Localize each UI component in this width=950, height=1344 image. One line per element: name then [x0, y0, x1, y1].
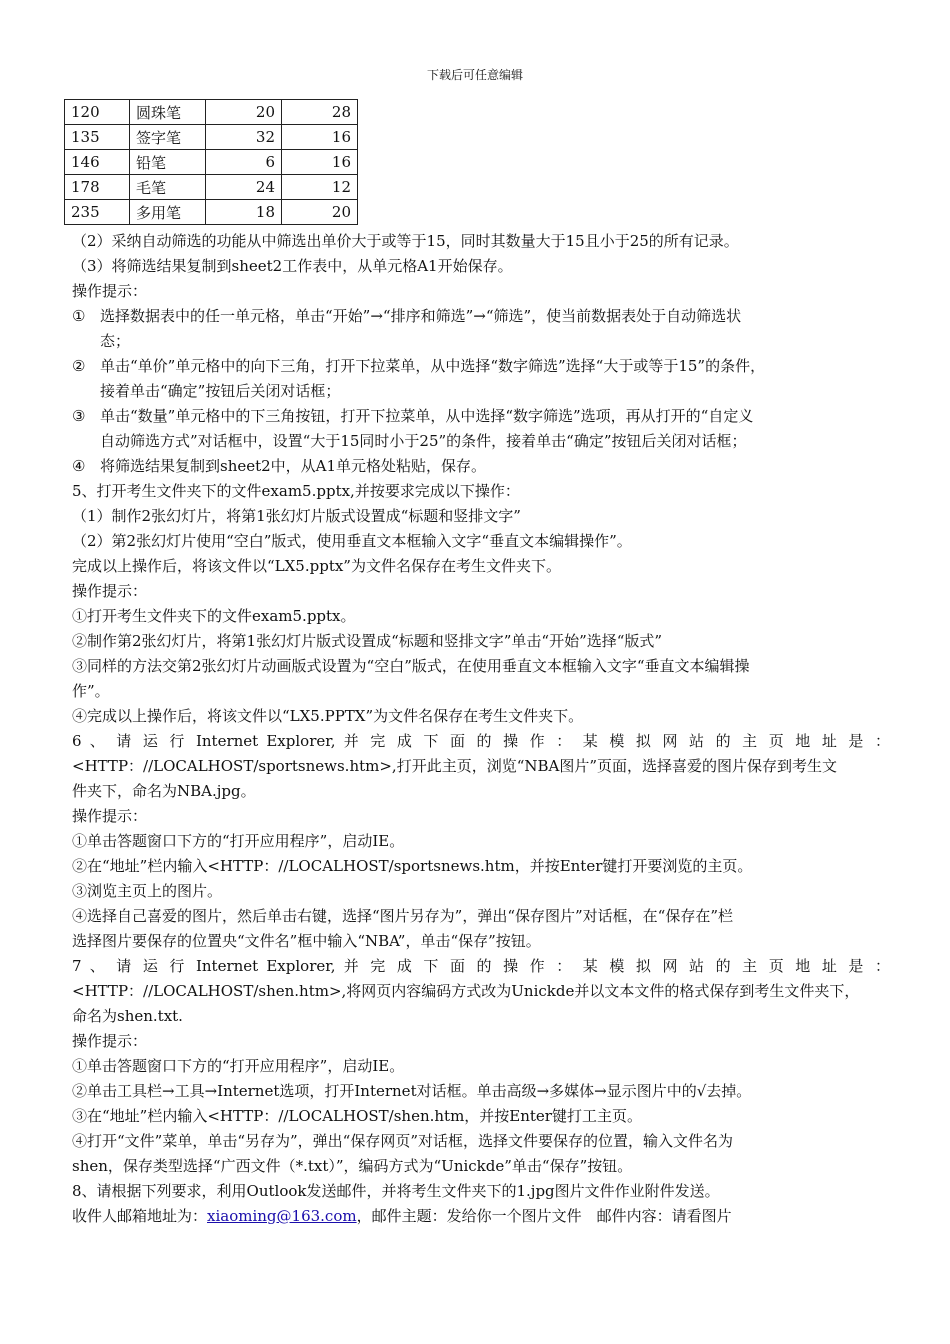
table-cell: 12: [282, 175, 358, 200]
text-line: （3）将筛选结果复制到sheet2工作表中，从单元格A1开始保存。: [72, 257, 513, 275]
text-line: shen，保存类型选择“广西文件（*.txt）”，编码方式为“Unickde”单击“保存”按钮。: [72, 1157, 633, 1175]
text-line: ④完成以上操作后，将该文件以“LX5.PPTX”为文件名保存在考生文件夹下。: [72, 707, 584, 725]
table-cell: 32: [206, 125, 282, 150]
text-line: 自动筛选方式”对话框中，设置“大于15同时小于25”的条件，接着单击“确定”按钮后关闭对话框；: [100, 432, 747, 450]
email-link[interactable]: xiaoming@163.com: [207, 1207, 357, 1225]
table-cell: 146: [65, 150, 130, 175]
table-cell: 120: [65, 100, 130, 125]
table-row: [65, 150, 358, 175]
table-cell: 签字笔: [130, 125, 206, 150]
list-marker: ④: [72, 457, 86, 475]
table-cell: 毛笔: [130, 175, 206, 200]
text-line: 操作提示：: [72, 282, 148, 300]
text-line: 态；: [100, 332, 131, 350]
text-line: ①打开考生文件夹下的文件exam5.pptx。: [72, 607, 356, 625]
table-cell: 18: [206, 200, 282, 225]
text-line: 选择图片要保存的位置央“文件名”框中输入“NBA”，单击“保存”按钮。: [72, 932, 541, 950]
table-cell: 多用笔: [130, 200, 206, 225]
text-line: <HTTP：//LOCALHOST/shen.htm>,将网页内容编码方式改为Unickde并以文本文件的格式保存到考生文件夹下，: [72, 982, 860, 1000]
text-line: ③ 单击“数量”单元格中的下三角按钮，打开下拉菜单，从中选择“数字筛选”选项，再从打开的“自定义: [72, 404, 890, 429]
text-line: ④打开“文件”菜单，单击“另存为”，弹出“保存网页”对话框，选择文件要保存的位置，输入文件名为: [72, 1132, 734, 1150]
text-line: 操作提示：: [72, 1032, 148, 1050]
text-line: 7 、 请 运 行 Internet Explorer, 并 完 成 下 面 的 操 作 ： 某 模 拟 网 站 的 主 页 地 址 是 ：: [72, 957, 890, 975]
table-cell: 178: [65, 175, 130, 200]
text-line: ②制作第2张幻灯片，将第1张幻灯片版式设置成“标题和竖排文字”单击“开始”选择“版式”: [72, 632, 663, 650]
table-cell: 16: [282, 125, 358, 150]
data-table: [64, 99, 358, 225]
text-line: ③同样的方法交第2张幻灯片动画版式设置为“空白”版式，在使用垂直文本框输入文字“垂直文本编辑操: [72, 657, 750, 675]
text-line: 操作提示：: [72, 582, 148, 600]
text-line: ④ 将筛选结果复制到sheet2中，从A1单元格处粘贴，保存。: [72, 454, 890, 479]
text-line: ②单击工具栏→工具→Internet选项，打开Internet对话框。单击高级→多媒体→显示图片中的√去掉。: [72, 1082, 752, 1100]
page-header: 下载后可任意编辑: [426, 68, 523, 82]
text-line: 接着单击“确定”按钮后关闭对话框；: [100, 382, 341, 400]
text-line: <HTTP：//LOCALHOST/sportsnews.htm>,打开此主页，浏览“NBA图片”页面，选择喜爱的图片保存到考生文: [72, 757, 838, 775]
text-line: 完成以上操作后，将该文件以“LX5.pptx”为文件名保存在考生文件夹下。: [72, 557, 561, 575]
text-line: ①单击答题窗口下方的“打开应用程序”，启动IE。: [72, 1057, 405, 1075]
list-marker: ①: [72, 307, 86, 325]
table-cell: 135: [65, 125, 130, 150]
text-line: 5、打开考生文件夹下的文件exam5.pptx,并按要求完成以下操作：: [72, 482, 520, 500]
text-line: 作”。: [72, 682, 110, 700]
text-line: ③浏览主页上的图片。: [72, 882, 223, 900]
table-cell: 6: [206, 150, 282, 175]
table-cell: 铅笔: [130, 150, 206, 175]
table-row: [65, 200, 358, 225]
text-line: 命名为shen.txt.: [72, 1007, 183, 1025]
table-cell: 16: [282, 150, 358, 175]
list-marker: ③: [72, 407, 86, 425]
list-marker: ②: [72, 357, 86, 375]
text-line: 8、请根据下列要求，利用Outlook发送邮件，并将考生文件夹下的1.jpg图片文件作业附件发送。: [72, 1182, 720, 1200]
text-line: （2）采纳自动筛选的功能从中筛选出单价大于或等于15，同时其数量大于15且小于25的所有记录。: [72, 232, 739, 250]
text-line: ② 单击“单价”单元格中的向下三角，打开下拉菜单，从中选择“数字筛选”选择“大于或等于15”的条件，: [72, 354, 890, 379]
text-line: ④选择自己喜爱的图片，然后单击右键，选择“图片另存为”，弹出“保存图片”对话框，在“保存在”栏: [72, 907, 734, 925]
table-row: [65, 100, 358, 125]
document-body: [72, 229, 890, 1229]
table-row: [65, 175, 358, 200]
text-line: （2）第2张幻灯片使用“空白”版式，使用垂直文本框输入文字“垂直文本编辑操作”。: [72, 532, 632, 550]
table-cell: 20: [282, 200, 358, 225]
table-cell: 圆珠笔: [130, 100, 206, 125]
text-line: ①单击答题窗口下方的“打开应用程序”，启动IE。: [72, 832, 405, 850]
table-cell: 24: [206, 175, 282, 200]
recipient-line: 收件人邮箱地址为：xiaoming@163.com，邮件主题：发给你一个图片文件 邮件内容：请看图片: [72, 1207, 732, 1225]
table-cell: 235: [65, 200, 130, 225]
text-line: 6 、 请 运 行 Internet Explorer, 并 完 成 下 面 的 操 作 ： 某 模 拟 网 站 的 主 页 地 址 是 ：: [72, 732, 890, 750]
text-line: 件夹下，命名为NBA.jpg。: [72, 782, 256, 800]
table-cell: 28: [282, 100, 358, 125]
text-line: 操作提示：: [72, 807, 148, 825]
table-cell: 20: [206, 100, 282, 125]
text-line: ③在“地址”栏内输入<HTTP：//LOCALHOST/shen.htm，并按Enter键打工主页。: [72, 1107, 642, 1125]
text-line: （1）制作2张幻灯片，将第1张幻灯片版式设置成“标题和竖排文字”: [72, 507, 521, 525]
table-row: [65, 125, 358, 150]
text-line: ②在“地址”栏内输入<HTTP：//LOCALHOST/sportsnews.htm，并按Enter键打开要浏览的主页。: [72, 857, 753, 875]
text-line: ① 选择数据表中的任一单元格，单击“开始”→“排序和筛选”→“筛选”，使当前数据表处于自动筛选状: [72, 304, 890, 329]
